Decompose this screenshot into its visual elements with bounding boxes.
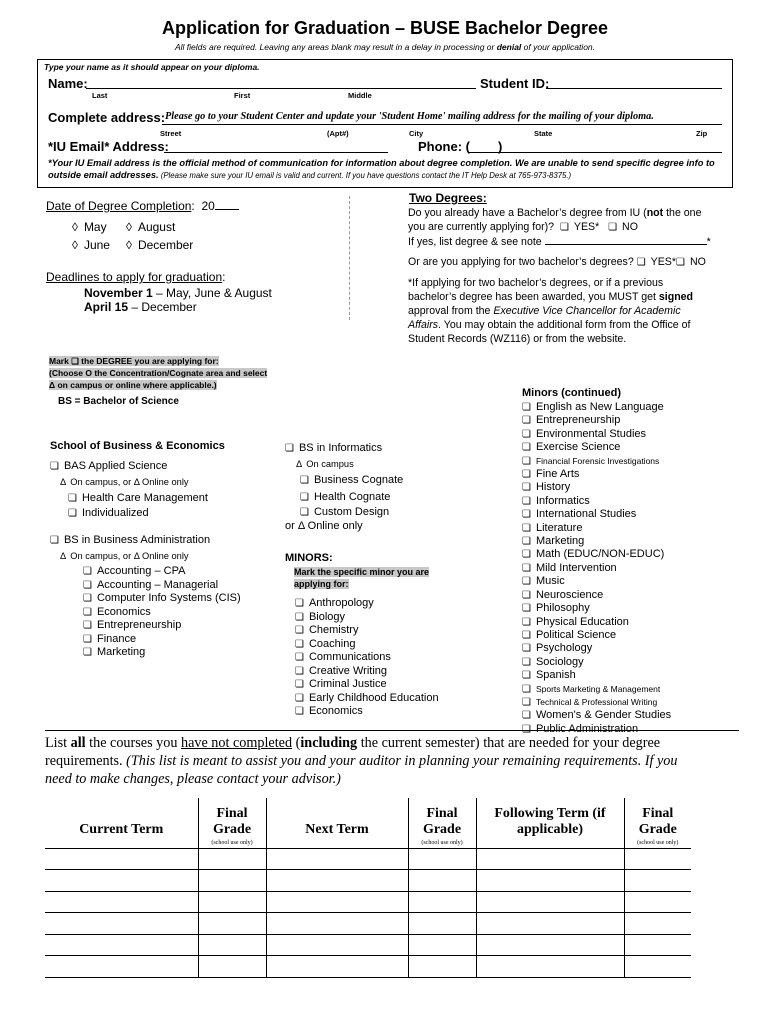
minor-option[interactable]: ❏ International Studies <box>522 508 671 521</box>
already-have-yes[interactable]: ❏ YES* <box>560 221 599 233</box>
table-row <box>45 891 691 913</box>
minor-option[interactable]: ❏ Communications <box>295 651 439 665</box>
phone-label: Phone: ( <box>418 139 470 154</box>
minor-option[interactable]: ❏ Spanish <box>522 669 671 682</box>
bsba-option[interactable]: ❏ Economics <box>83 606 241 620</box>
student-id-label: Student ID: <box>480 76 550 91</box>
minor-option[interactable]: ❏ History <box>522 481 671 494</box>
table-row <box>45 848 691 870</box>
two-degrees-block: Do you already have a Bachelor’s degree from IU (not the one you are currently applying for)? ❏ YES* ❏ NO If yes, list degree & see note * Or are you applying for two bachelor’s degrees? ❏ YES*❏ NO *If applying for two bachelor’s degrees, or if a previous bachelor’s degree has been awarded, you MUST get signed approval from the Executive Vice Chancellor for Academic Affairs. You may obtain the additional form from the Office of Student Records (WZ116) or from the website. <box>408 206 711 346</box>
email-field[interactable] <box>164 152 388 153</box>
informatics-cognates <box>300 473 403 520</box>
minor-option[interactable]: ❏ Music <box>522 575 671 588</box>
minor-option[interactable]: ❏ Public Administration <box>522 723 671 736</box>
informatics-campus[interactable]: Δ On campus <box>296 459 354 469</box>
school-heading: School of Business & Economics <box>50 440 225 452</box>
minor-option[interactable]: ❏ Mild Intervention <box>522 562 671 575</box>
minor-option[interactable]: ❏ Technical & Professional Writing <box>522 696 671 709</box>
option-may[interactable]: ◊ May <box>72 220 107 234</box>
table-row <box>45 913 691 935</box>
minor-option[interactable]: ❏ Sociology <box>522 656 671 669</box>
minor-option[interactable]: ❏ Marketing <box>522 535 671 548</box>
degree-bsba[interactable]: ❏ BS in Business Administration <box>50 534 210 546</box>
minor-option[interactable]: ❏ Criminal Justice <box>295 678 439 692</box>
degree-instructions: Mark ❏ the DEGREE you are applying for: (Choose Ο the Concentration/Cognate area and select Δ on campus or online where applicable.) <box>49 356 268 390</box>
address-sub-apt: (Apt#) <box>327 129 349 138</box>
email-note: *Your IU Email address is the official method of communication for information about degree completion. We are unable to send specific degree info to outside email addresses. (Please make sure your IU email is valid and current. If you have questions contact the IT Help Desk at 765-973-8375.) <box>48 158 715 180</box>
minor-option[interactable]: ❏ English as New Language <box>522 401 671 414</box>
informatics-online[interactable]: or Δ Online only <box>285 520 363 532</box>
bas-mode[interactable]: Δ On campus, or Δ Online only <box>60 477 189 487</box>
table-row <box>45 934 691 956</box>
minor-option[interactable]: ❏ Anthropology <box>295 597 439 611</box>
minor-option[interactable]: ❏ Political Science <box>522 629 671 642</box>
header-final-grade-3: Final Grade (school use only) <box>624 798 691 848</box>
minor-option[interactable]: ❏ Entrepreneurship <box>522 414 671 427</box>
bsba-option[interactable]: ❏ Computer Info Systems (CIS) <box>83 592 241 606</box>
minor-option[interactable]: ❏ Informatics <box>522 495 671 508</box>
bsba-concentrations <box>83 565 241 660</box>
courses-table <box>45 798 691 978</box>
table-row <box>45 870 691 892</box>
minor-option[interactable]: ❏ Exercise Science <box>522 441 671 454</box>
header-next-term: Next Term <box>266 798 408 848</box>
address-sub-state: State <box>534 129 553 138</box>
two-degrees-title: Two Degrees: <box>409 191 487 205</box>
page-title: Application for Graduation – BUSE Bachelor Degree <box>161 18 609 38</box>
bsba-mode[interactable]: Δ On campus, or Δ Online only <box>60 551 189 561</box>
minor-option[interactable]: ❏ Early Childhood Education <box>295 692 439 706</box>
already-have-no[interactable]: ❏ NO <box>608 221 638 233</box>
minor-option[interactable]: ❏ Literature <box>522 522 671 535</box>
minor-option[interactable]: ❏ Fine Arts <box>522 468 671 481</box>
minors-instructions: Mark the specific minor you are applying for: <box>294 567 430 589</box>
name-sub-last: Last <box>92 91 108 100</box>
minor-option[interactable]: ❏ Coaching <box>295 638 439 652</box>
minors-list-2 <box>522 401 671 736</box>
deadlines-label: Deadlines to apply for graduation: <box>46 270 226 284</box>
address-sub-zip: Zip <box>696 129 708 138</box>
bsba-option[interactable]: ❏ Marketing <box>83 646 241 660</box>
phone-field[interactable] <box>469 152 722 153</box>
name-sub-first: First <box>234 91 251 100</box>
bsba-option[interactable]: ❏ Finance <box>83 633 241 647</box>
minor-option[interactable]: ❏ Biology <box>295 611 439 625</box>
header-current-term: Current Term <box>45 798 198 848</box>
option-december[interactable]: ◊ December <box>126 238 193 252</box>
informatics-option[interactable]: ❏ Custom Design <box>300 505 403 520</box>
bs-definition: BS = Bachelor of Science <box>58 396 179 407</box>
informatics-option[interactable]: ❏ Business Cognate <box>300 473 403 488</box>
minors-continued-heading: Minors (continued) <box>522 387 621 399</box>
minor-option[interactable]: ❏ Environmental Studies <box>522 428 671 441</box>
address-sub-street: Street <box>160 129 182 138</box>
header-final-grade-1: Final Grade (school use only) <box>198 798 266 848</box>
bas-option[interactable]: ❏ Individualized <box>68 506 208 521</box>
student-id-field[interactable] <box>546 88 722 89</box>
phone-paren: ) <box>498 139 503 154</box>
address-sub-city: City <box>409 129 424 138</box>
minor-option[interactable]: ❏ Neuroscience <box>522 589 671 602</box>
minor-option[interactable]: ❏ Financial Forensic Investigations <box>522 455 671 468</box>
bsba-option[interactable]: ❏ Entrepreneurship <box>83 619 241 633</box>
minor-option[interactable]: ❏ Sports Marketing & Management <box>522 683 671 696</box>
option-august[interactable]: ◊ August <box>126 220 175 234</box>
informatics-option[interactable]: ❏ Health Cognate <box>300 490 403 505</box>
deadline-november: November 1 – May, June & August <box>84 286 272 300</box>
minor-option[interactable]: ❏ Economics <box>295 705 439 719</box>
header-final-grade-2: Final Grade (school use only) <box>408 798 476 848</box>
header-following-term: Following Term (if applicable) <box>476 798 624 848</box>
minor-option[interactable]: ❏ Chemistry <box>295 624 439 638</box>
minor-option[interactable]: ❏ Math (EDUC/NON-EDUC) <box>522 548 671 561</box>
minors-list-1 <box>295 597 439 719</box>
completion-label: Date of Degree Completion: 20 <box>46 199 239 213</box>
email-label: *IU Email* Address: <box>48 139 169 154</box>
minor-option[interactable]: ❏ Women's & Gender Studies <box>522 709 671 722</box>
bas-concentrations <box>68 491 208 521</box>
address-field[interactable] <box>162 124 722 125</box>
minors-heading: MINORS: <box>285 552 333 564</box>
name-field[interactable] <box>86 88 476 89</box>
two-degrees-yes[interactable]: ❏ YES* <box>637 256 676 268</box>
minor-option[interactable]: ❏ Psychology <box>522 642 671 655</box>
courses-instructions: List all the courses you have not completed (including the current semester) that are needed for your degree requirements. (This list is meant to assist you and your auditor in planning your remaining requirements. If you need to make changes, please contact your advisor.) <box>45 735 678 787</box>
page-subtitle: All fields are required. Leaving any areas blank may result in a delay in processing or denial of your application. <box>174 42 596 52</box>
bsba-option[interactable]: ❏ Accounting – CPA <box>83 565 241 579</box>
diploma-name-instruction: Type your name as it should appear on your diploma. <box>44 62 260 72</box>
minor-option[interactable]: ❏ Physical Education <box>522 616 671 629</box>
degree-informatics[interactable]: ❏ BS in Informatics <box>285 442 382 454</box>
degree-bas[interactable]: ❏ BAS Applied Science <box>50 460 167 472</box>
name-label: Name: <box>48 76 88 91</box>
name-sub-middle: Middle <box>348 91 372 100</box>
minor-option[interactable]: ❏ Creative Writing <box>295 665 439 679</box>
two-degrees-no[interactable]: ❏ NO <box>676 256 706 268</box>
bas-option[interactable]: ❏ Health Care Management <box>68 491 208 506</box>
section-divider <box>349 196 350 320</box>
bsba-option[interactable]: ❏ Accounting – Managerial <box>83 579 241 593</box>
option-june[interactable]: ◊ June <box>72 238 110 252</box>
courses-divider <box>45 730 739 731</box>
minor-option[interactable]: ❏ Philosophy <box>522 602 671 615</box>
deadline-april: April 15 – December <box>84 300 197 314</box>
address-note: Please go to your Student Center and update your 'Student Home' mailing address for the mailing of your diploma. <box>165 111 654 122</box>
address-label: Complete address: <box>48 110 166 125</box>
table-row <box>45 956 691 978</box>
